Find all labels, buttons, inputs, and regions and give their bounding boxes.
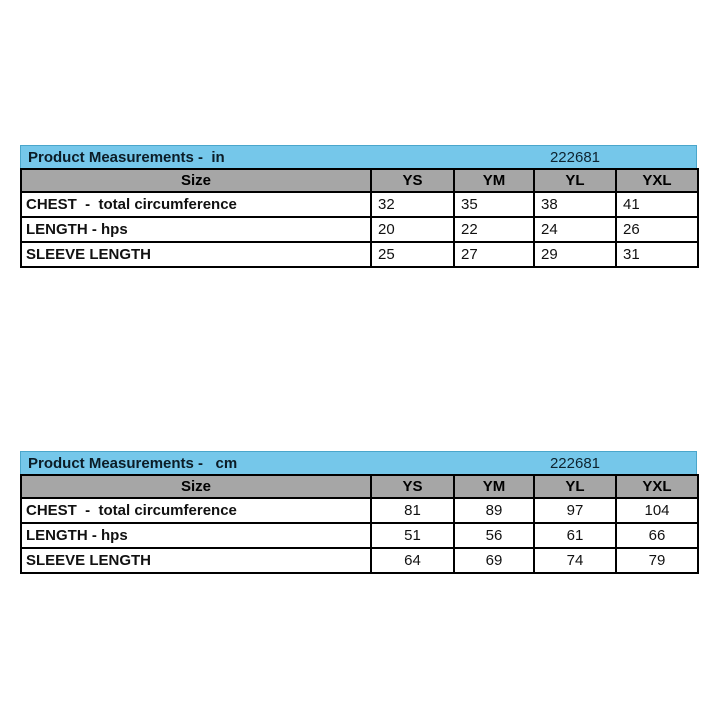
table-title-bar (20, 145, 697, 168)
measurement-value: 81 (371, 498, 454, 523)
measurement-value: 32 (371, 192, 454, 217)
size-chart-cm (20, 474, 699, 574)
measurement-value: 69 (454, 548, 534, 573)
measurement-value: 38 (534, 192, 616, 217)
measurement-value: 24 (534, 217, 616, 242)
product-code: 222681 (549, 454, 601, 472)
measurement-value: 51 (371, 523, 454, 548)
col-header-size: Size (21, 169, 371, 192)
measurement-value: 56 (454, 523, 534, 548)
col-header-ym: YM (454, 169, 534, 192)
measurement-value: 89 (454, 498, 534, 523)
table-title: Product Measurements - in (28, 148, 225, 166)
row-label-length: LENGTH - hps (21, 217, 371, 242)
col-header-yxl: YXL (616, 475, 698, 498)
measurement-value: 22 (454, 217, 534, 242)
col-header-ys: YS (371, 475, 454, 498)
measurement-value: 27 (454, 242, 534, 267)
measurement-value: 25 (371, 242, 454, 267)
header-row (21, 475, 698, 498)
row-label-chest: CHEST - total circumference (21, 498, 371, 523)
col-header-yxl: YXL (616, 169, 698, 192)
col-header-ys: YS (371, 169, 454, 192)
row-label-chest: CHEST - total circumference (21, 192, 371, 217)
measurement-value: 104 (616, 498, 698, 523)
col-header-yl: YL (534, 169, 616, 192)
measurement-value: 61 (534, 523, 616, 548)
measurement-value: 64 (371, 548, 454, 573)
measurement-value: 35 (454, 192, 534, 217)
table-row (21, 192, 698, 217)
measurements-table-cm (20, 451, 697, 574)
measurement-value: 29 (534, 242, 616, 267)
row-label-sleeve: SLEEVE LENGTH (21, 548, 371, 573)
header-row (21, 169, 698, 192)
measurement-value: 79 (616, 548, 698, 573)
product-code: 222681 (549, 148, 601, 166)
col-header-size: Size (21, 475, 371, 498)
table-row (21, 242, 698, 267)
measurement-value: 20 (371, 217, 454, 242)
col-header-yl: YL (534, 475, 616, 498)
table-row (21, 217, 698, 242)
row-label-length: LENGTH - hps (21, 523, 371, 548)
table-row (21, 498, 698, 523)
measurement-value: 74 (534, 548, 616, 573)
measurement-value: 41 (616, 192, 698, 217)
table-row (21, 523, 698, 548)
table-title: Product Measurements - cm (28, 454, 238, 472)
col-header-ym: YM (454, 475, 534, 498)
table-title-bar (20, 451, 697, 474)
table-row (21, 548, 698, 573)
measurement-value: 31 (616, 242, 698, 267)
size-chart-in (20, 168, 699, 268)
measurement-value: 66 (616, 523, 698, 548)
measurements-table-in (20, 145, 697, 268)
row-label-sleeve: SLEEVE LENGTH (21, 242, 371, 267)
measurement-value: 26 (616, 217, 698, 242)
measurement-value: 97 (534, 498, 616, 523)
